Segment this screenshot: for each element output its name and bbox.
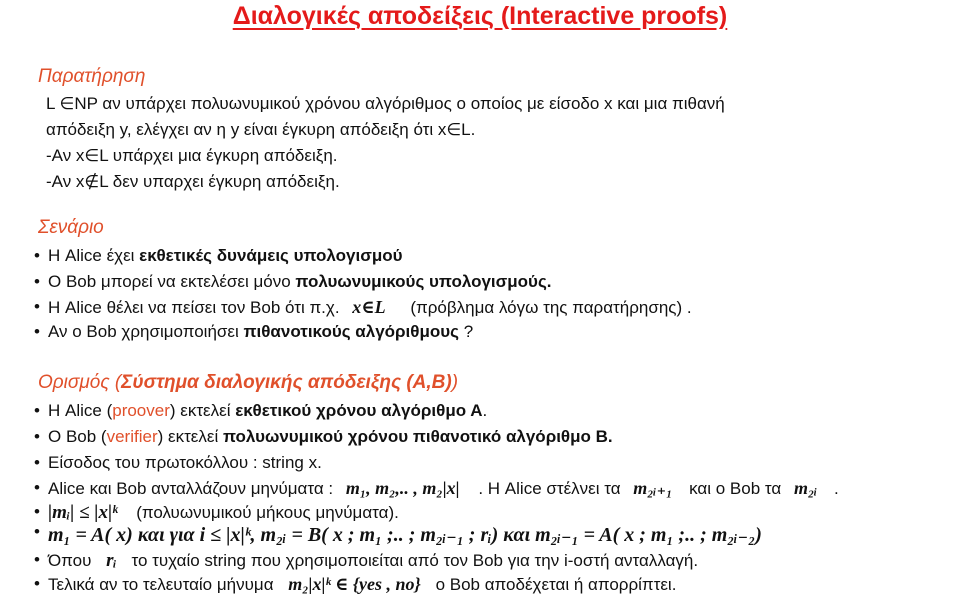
scenario-heading: Σενάριο <box>38 217 104 238</box>
definition-item-1-b: ) εκτελεί <box>169 401 236 420</box>
definition-heading-suffix: ) <box>451 372 459 393</box>
definition-heading-prefix: Ορισμός ( <box>38 372 122 393</box>
definition-heading <box>38 372 458 394</box>
definition-item-6 <box>48 522 762 547</box>
scenario-item-3 <box>48 297 692 318</box>
scenario-item-4-bold: πιθανοτικούς αλγόριθμους <box>243 322 459 341</box>
scenario-item-3-text: Η Alice θέλει να πείσει τον Bob ότι π.χ. <box>48 298 340 317</box>
alice-messages-math: m₂ᵢ₊₁ <box>633 478 673 498</box>
definition-heading-bold: Σύστημα διαλογικής απόδειξης (Α,Β) <box>121 372 452 393</box>
definition-item-7-a: Όπου <box>48 551 92 570</box>
definition-item-4-c: και ο Bob τα <box>689 479 782 498</box>
definition-item-2-a: Ο Bob ( <box>48 427 107 446</box>
scenario-item-4-tail: ? <box>459 322 474 341</box>
remark-line-2: απόδειξη y, ελέγχει αν η y είναι έγκυρη απόδειξη ότι x∈L. <box>46 120 476 139</box>
protocol-formula-math: m₁ = A( x) και για i ≤ |x|ᵏ, m₂ᵢ = B( x ; m₁ ;.. ; m₂ᵢ₋₁ ; rᵢ) και m₂ᵢ₋₁ = A( x ; m₁ ;.. ; m₂ᵢ₋₂) <box>48 524 762 546</box>
scenario-item-4 <box>48 322 473 342</box>
definition-item-8-b: ο Bob αποδέχεται ή απορρίπτει. <box>435 575 677 594</box>
definition-item-8-a: Τελικά αν το τελευταίο μήνυμα <box>48 575 274 594</box>
random-string-math: rᵢ <box>106 550 117 571</box>
bob-messages-math: m₂ᵢ <box>793 478 818 498</box>
definition-item-2 <box>48 427 613 447</box>
definition-item-1 <box>48 401 487 421</box>
scenario-item-1 <box>48 246 403 266</box>
page-title: Διαλογικές αποδείξεις (Interactive proofs) <box>232 2 728 30</box>
scenario-item-2-text: Ο Bob μπορεί να εκτελέσει μόνο <box>48 272 296 291</box>
remark-heading: Παρατήρηση <box>38 66 146 87</box>
messages-sequence-math: m₁, m₂,.. , m₂|x| <box>345 478 460 498</box>
definition-item-7-b: το τυχαίο string που χρησιμοποιείται από τον Bob για την i-οστή ανταλλαγή. <box>131 551 699 570</box>
definition-item-4-d: . <box>834 479 839 498</box>
definition-item-2-b: ) εκτελεί <box>157 427 223 446</box>
remark-line-1: L ∈NP αν υπάρχει πολυωνυμικού χρόνου αλγόριθμος ο οποίος με είσοδο x και μια πιθανή <box>46 94 725 113</box>
scenario-item-3-tail: (πρόβλημα λόγω της παρατήρησης) . <box>410 298 692 317</box>
definition-item-8 <box>48 574 676 595</box>
definition-item-2-bold: πολυωνυμικού χρόνου πιθανοτικό αλγόριθμο Β. <box>222 427 613 446</box>
scenario-item-1-bold: εκθετικές δυνάμεις υπολογισμού <box>139 246 403 265</box>
definition-item-5-text: (πολυωνυμικού μήκους μηνύματα). <box>136 503 399 522</box>
message-length-math: |mᵢ| ≤ |x|ᵏ <box>48 502 118 523</box>
definition-item-1-bold: εκθετικού χρόνου αλγόριθμο Α <box>235 401 483 420</box>
definition-item-3: • Είσοδος του πρωτοκόλλου : string x. <box>48 453 322 473</box>
definition-item-4-b: . Η Alice στέλνει τα <box>478 479 621 498</box>
definition-item-4-a: Alice και Bob ανταλλάζουν μηνύματα : <box>48 479 334 498</box>
scenario-item-4-text: Αν ο Bob χρησιμοποιήσει <box>48 322 244 341</box>
definition-item-1-c: . <box>482 401 488 420</box>
definition-item-4 <box>48 478 839 499</box>
scenario-item-2 <box>48 272 552 292</box>
remark-line-3: -Αν x∈L υπάρχει μια έγκυρη απόδειξη. <box>46 146 338 165</box>
definition-item-2-role: verifier <box>106 427 158 446</box>
final-message-math: m₂|x|ᵏ ∈ {yes , no} <box>288 574 421 594</box>
scenario-item-3-math: x∈L <box>352 297 386 317</box>
scenario-item-1-text: Η Alice έχει <box>48 246 140 265</box>
remark-line-4: -Αν x∉L δεν υπαρχει έγκυρη απόδειξη. <box>46 172 340 191</box>
definition-item-1-a: Η Alice ( <box>48 401 113 420</box>
definition-item-1-role: proover <box>112 401 170 420</box>
definition-item-7 <box>48 550 698 572</box>
scenario-item-2-bold: πολυωνυμικούς υπολογισμούς. <box>295 272 552 291</box>
definition-item-5 <box>48 502 399 524</box>
